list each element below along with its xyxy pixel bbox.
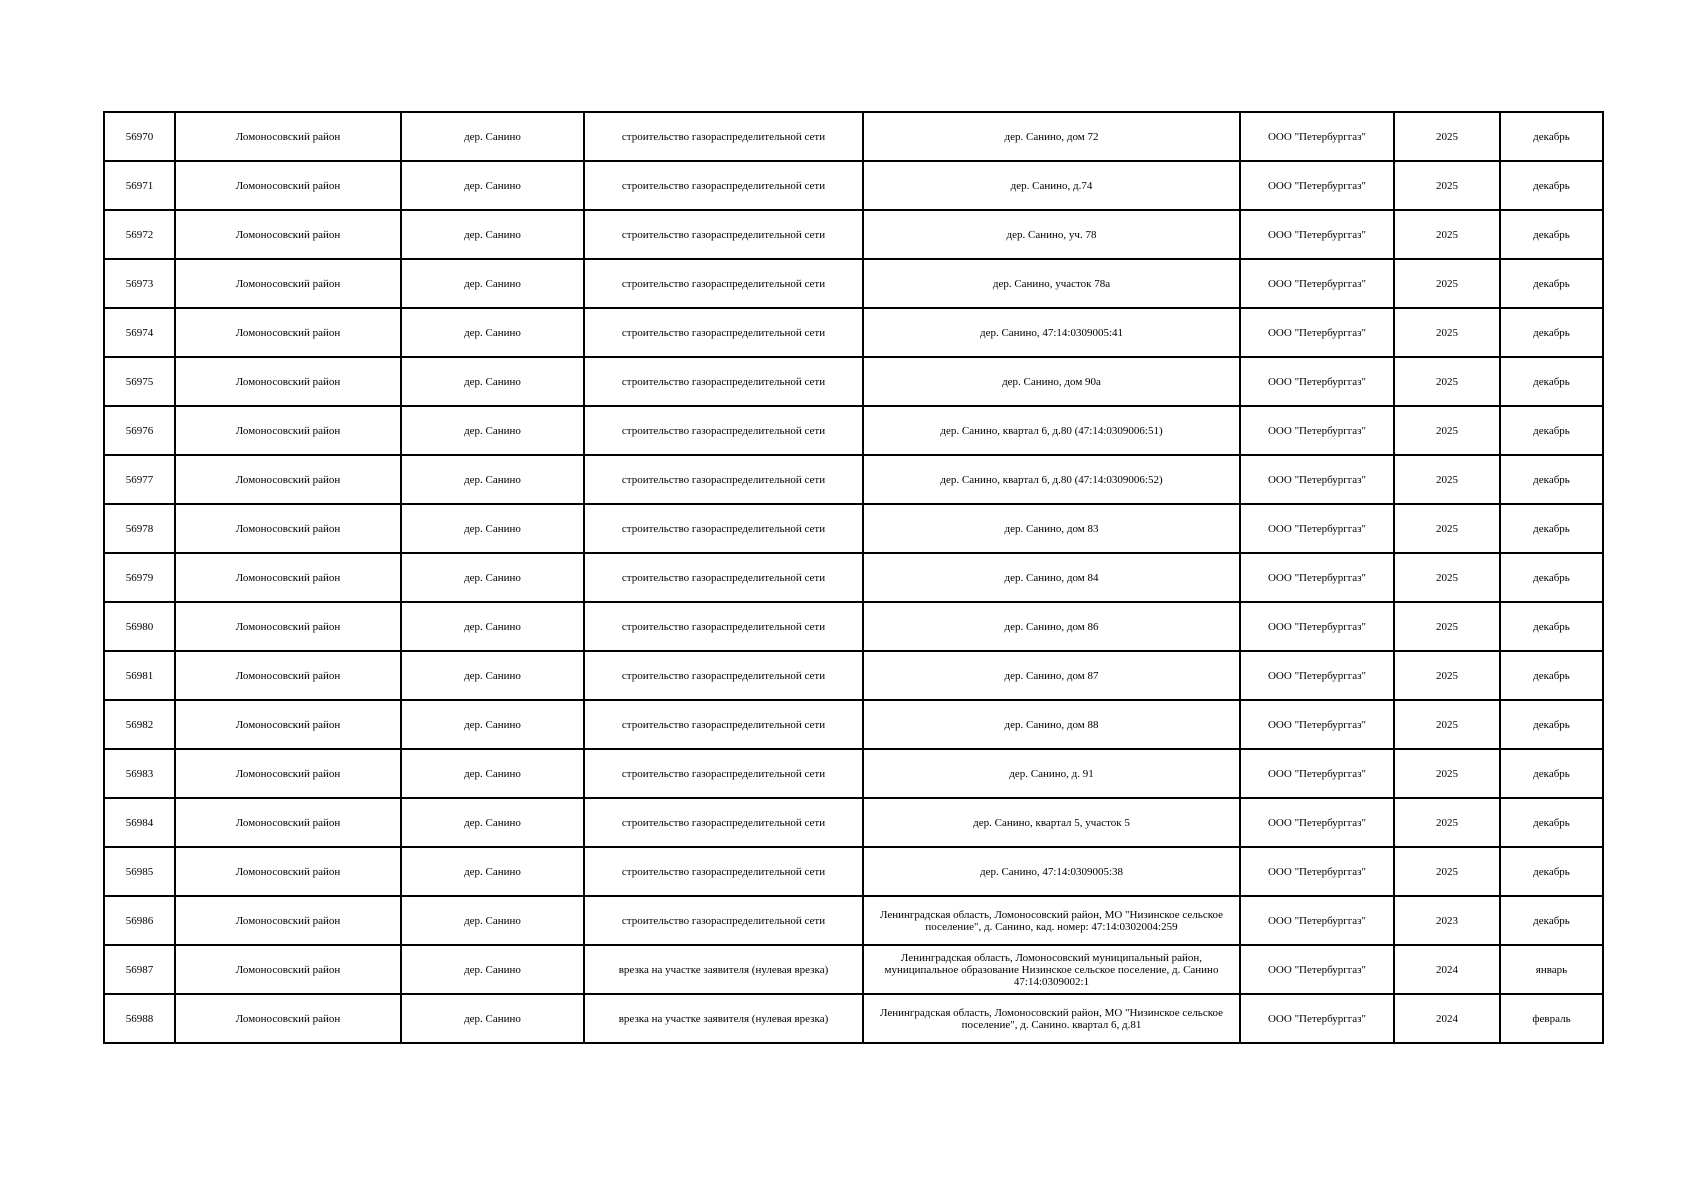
organization-cell: ООО "Петербурггаз" bbox=[1240, 798, 1394, 847]
record-number-cell: 56981 bbox=[104, 651, 175, 700]
year-cell: 2025 bbox=[1394, 406, 1500, 455]
locality-cell: дер. Санино bbox=[401, 161, 584, 210]
locality-cell: дер. Санино bbox=[401, 210, 584, 259]
district-cell: Ломоносовский район bbox=[175, 308, 401, 357]
district-cell: Ломоносовский район bbox=[175, 504, 401, 553]
district-cell: Ломоносовский район bbox=[175, 455, 401, 504]
locality-cell: дер. Санино bbox=[401, 504, 584, 553]
district-cell: Ломоносовский район bbox=[175, 896, 401, 945]
address-cell: дер. Санино, д. 91 bbox=[863, 749, 1240, 798]
work-type-cell: строительство газораспределительной сети bbox=[584, 357, 863, 406]
record-number-cell: 56970 bbox=[104, 112, 175, 161]
locality-cell: дер. Санино bbox=[401, 749, 584, 798]
district-cell: Ломоносовский район bbox=[175, 798, 401, 847]
year-cell: 2025 bbox=[1394, 161, 1500, 210]
district-cell: Ломоносовский район bbox=[175, 700, 401, 749]
organization-cell: ООО "Петербурггаз" bbox=[1240, 406, 1394, 455]
month-cell: декабрь bbox=[1500, 651, 1603, 700]
work-type-cell: врезка на участке заявителя (нулевая врезка) bbox=[584, 945, 863, 994]
district-cell: Ломоносовский район bbox=[175, 406, 401, 455]
locality-cell: дер. Санино bbox=[401, 945, 584, 994]
locality-cell: дер. Санино bbox=[401, 651, 584, 700]
table-row bbox=[104, 553, 1603, 602]
address-cell: дер. Санино, квартал 5, участок 5 bbox=[863, 798, 1240, 847]
month-cell: декабрь bbox=[1500, 602, 1603, 651]
address-cell: дер. Санино, дом 88 bbox=[863, 700, 1240, 749]
table-row bbox=[104, 112, 1603, 161]
district-cell: Ломоносовский район bbox=[175, 259, 401, 308]
record-number-cell: 56982 bbox=[104, 700, 175, 749]
address-cell: дер. Санино, 47:14:0309005:41 bbox=[863, 308, 1240, 357]
organization-cell: ООО "Петербурггаз" bbox=[1240, 994, 1394, 1043]
district-cell: Ломоносовский район bbox=[175, 357, 401, 406]
organization-cell: ООО "Петербурггаз" bbox=[1240, 210, 1394, 259]
work-type-cell: строительство газораспределительной сети bbox=[584, 749, 863, 798]
month-cell: декабрь bbox=[1500, 847, 1603, 896]
work-type-cell: строительство газораспределительной сети bbox=[584, 504, 863, 553]
year-cell: 2025 bbox=[1394, 210, 1500, 259]
table-row bbox=[104, 700, 1603, 749]
organization-cell: ООО "Петербурггаз" bbox=[1240, 602, 1394, 651]
record-number-cell: 56971 bbox=[104, 161, 175, 210]
year-cell: 2024 bbox=[1394, 945, 1500, 994]
table-row bbox=[104, 749, 1603, 798]
month-cell: декабрь bbox=[1500, 406, 1603, 455]
locality-cell: дер. Санино bbox=[401, 994, 584, 1043]
district-cell: Ломоносовский район bbox=[175, 994, 401, 1043]
month-cell: декабрь bbox=[1500, 210, 1603, 259]
district-cell: Ломоносовский район bbox=[175, 749, 401, 798]
address-cell: дер. Санино, дом 72 bbox=[863, 112, 1240, 161]
year-cell: 2025 bbox=[1394, 553, 1500, 602]
address-cell: Ленинградская область, Ломоносовский район, МО "Низинское сельское поселение", д. Санино, кад. номер: 47:14:0302004:259 bbox=[863, 896, 1240, 945]
district-cell: Ломоносовский район bbox=[175, 651, 401, 700]
table-row bbox=[104, 847, 1603, 896]
table-row bbox=[104, 161, 1603, 210]
address-cell: дер. Санино, дом 84 bbox=[863, 553, 1240, 602]
table-row bbox=[104, 210, 1603, 259]
address-cell: дер. Санино, дом 83 bbox=[863, 504, 1240, 553]
organization-cell: ООО "Петербурггаз" bbox=[1240, 896, 1394, 945]
district-cell: Ломоносовский район bbox=[175, 210, 401, 259]
work-type-cell: строительство газораспределительной сети bbox=[584, 161, 863, 210]
address-cell: Ленинградская область, Ломоносовский район, МО "Низинское сельское поселение", д. Санино. квартал 6, д.81 bbox=[863, 994, 1240, 1043]
record-number-cell: 56980 bbox=[104, 602, 175, 651]
locality-cell: дер. Санино bbox=[401, 308, 584, 357]
work-type-cell: строительство газораспределительной сети bbox=[584, 896, 863, 945]
table-row bbox=[104, 798, 1603, 847]
record-number-cell: 56984 bbox=[104, 798, 175, 847]
work-type-cell: строительство газораспределительной сети bbox=[584, 406, 863, 455]
locality-cell: дер. Санино bbox=[401, 112, 584, 161]
table-row bbox=[104, 455, 1603, 504]
work-type-cell: строительство газораспределительной сети bbox=[584, 308, 863, 357]
address-cell: дер. Санино, дом 90а bbox=[863, 357, 1240, 406]
record-number-cell: 56985 bbox=[104, 847, 175, 896]
records-table bbox=[103, 111, 1604, 1044]
month-cell: декабрь bbox=[1500, 504, 1603, 553]
record-number-cell: 56973 bbox=[104, 259, 175, 308]
locality-cell: дер. Санино bbox=[401, 455, 584, 504]
year-cell: 2025 bbox=[1394, 749, 1500, 798]
address-cell: дер. Санино, участок 78а bbox=[863, 259, 1240, 308]
month-cell: декабрь bbox=[1500, 161, 1603, 210]
locality-cell: дер. Санино bbox=[401, 357, 584, 406]
record-number-cell: 56986 bbox=[104, 896, 175, 945]
district-cell: Ломоносовский район bbox=[175, 847, 401, 896]
month-cell: декабрь bbox=[1500, 308, 1603, 357]
table-row bbox=[104, 651, 1603, 700]
month-cell: декабрь bbox=[1500, 798, 1603, 847]
locality-cell: дер. Санино bbox=[401, 700, 584, 749]
address-cell: дер. Санино, 47:14:0309005:38 bbox=[863, 847, 1240, 896]
year-cell: 2023 bbox=[1394, 896, 1500, 945]
year-cell: 2025 bbox=[1394, 112, 1500, 161]
year-cell: 2025 bbox=[1394, 651, 1500, 700]
address-cell: Ленинградская область, Ломоносовский муниципальный район, муниципальное образование Низинское сельское поселение, д. Санино 47:14:0309002:1 bbox=[863, 945, 1240, 994]
record-number-cell: 56979 bbox=[104, 553, 175, 602]
district-cell: Ломоносовский район bbox=[175, 553, 401, 602]
table-row bbox=[104, 602, 1603, 651]
address-cell: дер. Санино, д.74 bbox=[863, 161, 1240, 210]
table-row bbox=[104, 896, 1603, 945]
locality-cell: дер. Санино bbox=[401, 406, 584, 455]
table-row bbox=[104, 357, 1603, 406]
work-type-cell: строительство газораспределительной сети bbox=[584, 651, 863, 700]
work-type-cell: строительство газораспределительной сети bbox=[584, 455, 863, 504]
table-row bbox=[104, 945, 1603, 994]
year-cell: 2025 bbox=[1394, 847, 1500, 896]
month-cell: декабрь bbox=[1500, 553, 1603, 602]
work-type-cell: строительство газораспределительной сети bbox=[584, 112, 863, 161]
organization-cell: ООО "Петербурггаз" bbox=[1240, 945, 1394, 994]
locality-cell: дер. Санино bbox=[401, 798, 584, 847]
organization-cell: ООО "Петербурггаз" bbox=[1240, 504, 1394, 553]
month-cell: январь bbox=[1500, 945, 1603, 994]
address-cell: дер. Санино, квартал 6, д.80 (47:14:0309006:52) bbox=[863, 455, 1240, 504]
year-cell: 2025 bbox=[1394, 259, 1500, 308]
organization-cell: ООО "Петербурггаз" bbox=[1240, 357, 1394, 406]
month-cell: декабрь bbox=[1500, 112, 1603, 161]
month-cell: февраль bbox=[1500, 994, 1603, 1043]
table-row bbox=[104, 504, 1603, 553]
organization-cell: ООО "Петербурггаз" bbox=[1240, 112, 1394, 161]
organization-cell: ООО "Петербурггаз" bbox=[1240, 308, 1394, 357]
locality-cell: дер. Санино bbox=[401, 896, 584, 945]
month-cell: декабрь bbox=[1500, 259, 1603, 308]
organization-cell: ООО "Петербурггаз" bbox=[1240, 553, 1394, 602]
work-type-cell: строительство газораспределительной сети bbox=[584, 553, 863, 602]
record-number-cell: 56974 bbox=[104, 308, 175, 357]
table-row bbox=[104, 994, 1603, 1043]
organization-cell: ООО "Петербурггаз" bbox=[1240, 749, 1394, 798]
address-cell: дер. Санино, квартал 6, д.80 (47:14:0309006:51) bbox=[863, 406, 1240, 455]
record-number-cell: 56977 bbox=[104, 455, 175, 504]
district-cell: Ломоносовский район bbox=[175, 602, 401, 651]
month-cell: декабрь bbox=[1500, 357, 1603, 406]
records-table-body bbox=[104, 112, 1603, 1043]
year-cell: 2025 bbox=[1394, 700, 1500, 749]
year-cell: 2025 bbox=[1394, 798, 1500, 847]
work-type-cell: врезка на участке заявителя (нулевая врезка) bbox=[584, 994, 863, 1043]
table-row bbox=[104, 308, 1603, 357]
year-cell: 2025 bbox=[1394, 455, 1500, 504]
year-cell: 2025 bbox=[1394, 308, 1500, 357]
record-number-cell: 56978 bbox=[104, 504, 175, 553]
year-cell: 2024 bbox=[1394, 994, 1500, 1043]
record-number-cell: 56976 bbox=[104, 406, 175, 455]
record-number-cell: 56972 bbox=[104, 210, 175, 259]
organization-cell: ООО "Петербурггаз" bbox=[1240, 259, 1394, 308]
month-cell: декабрь bbox=[1500, 455, 1603, 504]
work-type-cell: строительство газораспределительной сети bbox=[584, 210, 863, 259]
record-number-cell: 56975 bbox=[104, 357, 175, 406]
work-type-cell: строительство газораспределительной сети bbox=[584, 847, 863, 896]
work-type-cell: строительство газораспределительной сети bbox=[584, 798, 863, 847]
locality-cell: дер. Санино bbox=[401, 259, 584, 308]
table-row bbox=[104, 406, 1603, 455]
locality-cell: дер. Санино bbox=[401, 553, 584, 602]
address-cell: дер. Санино, дом 86 bbox=[863, 602, 1240, 651]
district-cell: Ломоносовский район bbox=[175, 161, 401, 210]
month-cell: декабрь bbox=[1500, 700, 1603, 749]
year-cell: 2025 bbox=[1394, 602, 1500, 651]
record-number-cell: 56988 bbox=[104, 994, 175, 1043]
year-cell: 2025 bbox=[1394, 504, 1500, 553]
organization-cell: ООО "Петербурггаз" bbox=[1240, 700, 1394, 749]
address-cell: дер. Санино, уч. 78 bbox=[863, 210, 1240, 259]
organization-cell: ООО "Петербурггаз" bbox=[1240, 847, 1394, 896]
work-type-cell: строительство газораспределительной сети bbox=[584, 700, 863, 749]
locality-cell: дер. Санино bbox=[401, 602, 584, 651]
address-cell: дер. Санино, дом 87 bbox=[863, 651, 1240, 700]
table-row bbox=[104, 259, 1603, 308]
month-cell: декабрь bbox=[1500, 896, 1603, 945]
district-cell: Ломоносовский район bbox=[175, 112, 401, 161]
work-type-cell: строительство газораспределительной сети bbox=[584, 259, 863, 308]
work-type-cell: строительство газораспределительной сети bbox=[584, 602, 863, 651]
organization-cell: ООО "Петербурггаз" bbox=[1240, 651, 1394, 700]
district-cell: Ломоносовский район bbox=[175, 945, 401, 994]
year-cell: 2025 bbox=[1394, 357, 1500, 406]
organization-cell: ООО "Петербурггаз" bbox=[1240, 161, 1394, 210]
locality-cell: дер. Санино bbox=[401, 847, 584, 896]
record-number-cell: 56987 bbox=[104, 945, 175, 994]
organization-cell: ООО "Петербурггаз" bbox=[1240, 455, 1394, 504]
record-number-cell: 56983 bbox=[104, 749, 175, 798]
month-cell: декабрь bbox=[1500, 749, 1603, 798]
